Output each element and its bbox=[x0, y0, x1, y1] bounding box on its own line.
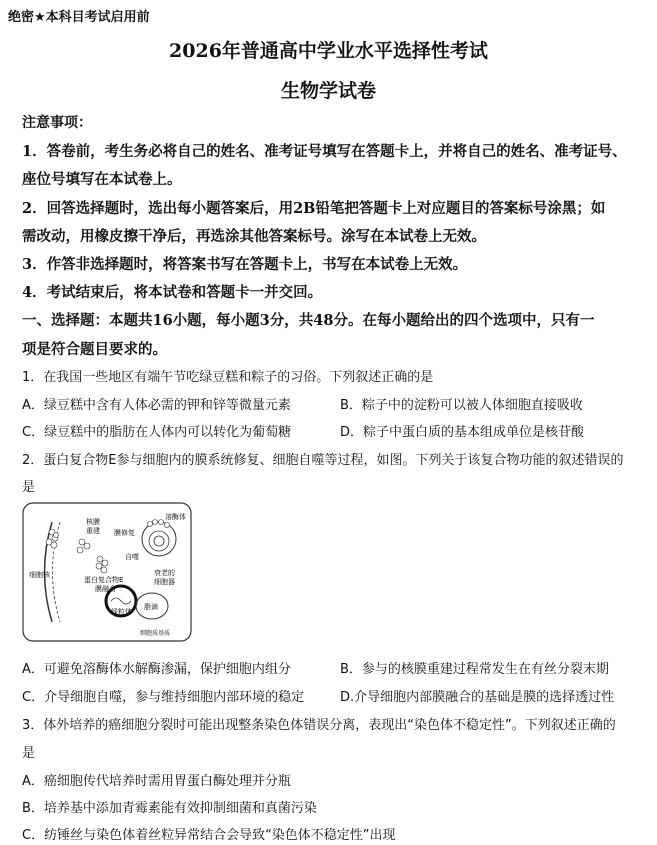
section-heading-cont: 项是符合题目要求的。 bbox=[22, 341, 167, 358]
q2-option-d: D.介导细胞内部膜融合的基础是膜的选择透过性 bbox=[340, 690, 615, 705]
fig-label-protein-e: 蛋白复合物E bbox=[84, 576, 124, 584]
cell-diagram bbox=[22, 502, 192, 642]
note-line: 座位号填写在本试卷上。 bbox=[22, 171, 182, 188]
q3-stem: 3．体外培养的癌细胞分裂时可能出现整条染色体错误分离，表现出“染色体不稳定性”。下列叙述正确的 bbox=[22, 718, 616, 733]
fig-label-lysosome: 溶酶体 bbox=[165, 513, 186, 521]
fig-label-cytoplasm: 细胞质基质 bbox=[140, 630, 171, 637]
note-line: 1．答卷前，考生务必将自己的姓名、准考证号填写在答题卡上，并将自己的姓名、准考证号、 bbox=[22, 143, 627, 160]
confidential-label: 绝密★本科目考试启用前 bbox=[8, 10, 150, 25]
q1-option-c: C．绿豆糕中的脂肪在人体内可以转化为葡萄糖 bbox=[22, 425, 292, 440]
fig-label-lipid-droplet: 脂滴 bbox=[144, 603, 158, 611]
notes-heading: 注意事项： bbox=[22, 115, 92, 131]
q2-option-b: B．参与的核膜重建过程常发生在有丝分裂末期 bbox=[340, 662, 609, 677]
q1-stem: 1．在我国一些地区有端午节吃绿豆糕和粽子的习俗。下列叙述正确的是 bbox=[22, 370, 434, 385]
fig-label-autophagy: 自噬 bbox=[125, 553, 139, 561]
exam-title: 2026年普通高中学业水平选择性考试 bbox=[169, 40, 488, 62]
note-line: 3．作答非选择题时，将答案书写在答题卡上，书写在本试卷上无效。 bbox=[22, 256, 468, 273]
q1-option-a: A．绿豆糕中含有人体必需的钾和锌等微量元素 bbox=[22, 398, 291, 413]
q2-option-a: A．可避免溶酶体水解酶渗漏，保护细胞内组分 bbox=[22, 662, 291, 677]
fig-label-fusion: 膜融合 bbox=[95, 585, 116, 593]
subject-title: 生物学试卷 bbox=[280, 80, 376, 102]
fig-label-rebuild: 重建 bbox=[86, 527, 100, 535]
note-line: 4．考试结束后，将本试卷和答题卡一并交回。 bbox=[22, 284, 323, 301]
section-heading: 一、选择题：本题共16小题，每小题3分，共48分。在每小题给出的四个选项中，只有一 bbox=[22, 312, 595, 329]
fig-label-mitochondria: 线粒体 bbox=[111, 608, 132, 616]
note-line: 需改动，用橡皮擦干净后，再选涂其他答案标号。涂写在本试卷上无效。 bbox=[22, 228, 486, 245]
fig-label-organelle: 细胞器 bbox=[154, 578, 175, 586]
fig-label-nucleus: 细胞核 bbox=[29, 571, 50, 579]
q3-option-b: B．培养基中添加青霉素能有效抑制细菌和真菌污染 bbox=[22, 801, 317, 816]
fig-label-nuclear-envelope: 核膜 bbox=[86, 518, 100, 526]
note-line: 2．回答选择题时，选出每小题答案后，用2B铅笔把答题卡上对应题目的答案标号涂黑；如 bbox=[22, 200, 606, 217]
q3-stem-cont: 是 bbox=[22, 746, 36, 761]
q2-stem-cont: 是 bbox=[22, 480, 36, 495]
q3-option-c: C．纺锤丝与染色体着丝粒异常结合会导致“染色体不稳定性”出现 bbox=[22, 828, 396, 843]
q1-option-b: B．粽子中的淀粉可以被人体细胞直接吸收 bbox=[340, 398, 583, 413]
fig-label-membrane-repair: 膜修复 bbox=[114, 529, 135, 537]
q2-option-c: C．介导细胞自噬，参与维持细胞内部环境的稳定 bbox=[22, 690, 305, 705]
q1-option-d: D．粽子中蛋白质的基本组成单位是核苷酸 bbox=[340, 425, 585, 440]
fig-label-aging: 衰老的 bbox=[154, 569, 175, 577]
q2-stem: 2．蛋白复合物E参与细胞内的膜系统修复、细胞自噬等过程，如图。下列关于该复合物功能的叙述错误的 bbox=[22, 453, 624, 468]
q3-option-a: A．癌细胞传代培养时需用胃蛋白酶处理并分瓶 bbox=[22, 774, 291, 789]
